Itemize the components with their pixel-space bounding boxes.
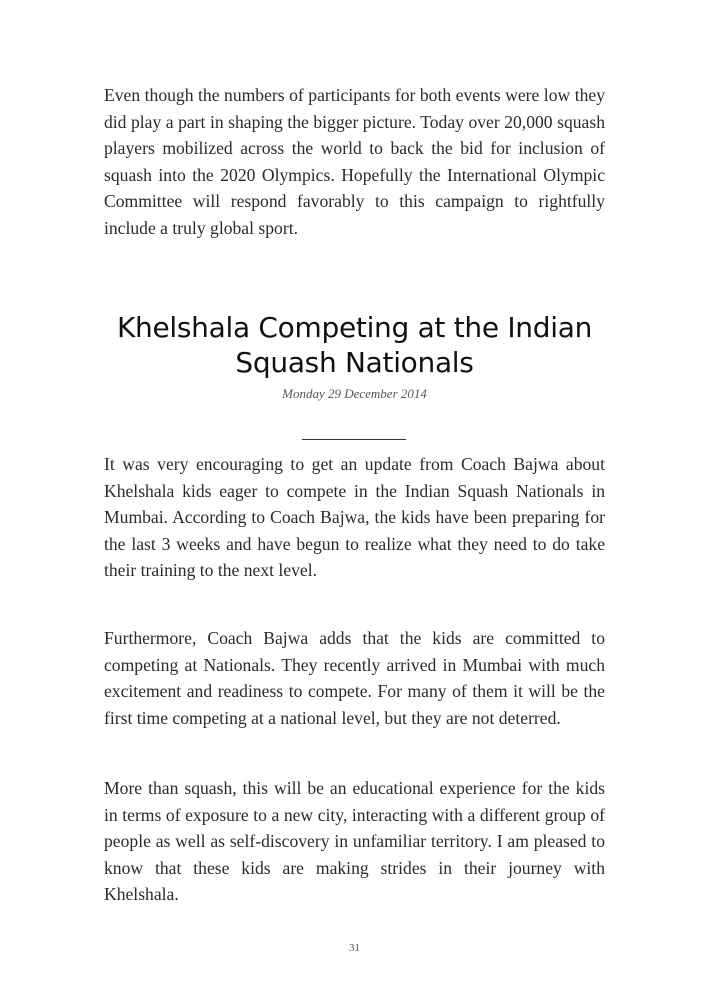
title-separator-line (302, 439, 406, 440)
article-title: Khelshala Competing at the Indian Squash Nationals (116, 311, 593, 379)
intro-paragraph: Even though the numbers of participants for both events were low they did play a part in shaping the bigger picture. Today over 20,000 squash players mobilized across the world to back the bid for inclusion of squash into the 2020 Olympics. Hopefully the International Olympic Committee will respond favorably to this campaign to rightfully include a truly global sport. (104, 85, 605, 238)
article-paragraph-3: More than squash, this will be an educational experience for the kids in terms of exposure to a new city, interacting with a different group of people as well as self-discovery in unfamiliar territory. I am pleased to know that these kids are making strides in their journey with Khelshala. (104, 778, 605, 905)
page-number: 31 (349, 942, 360, 954)
article-paragraph-1: It was very encouraging to get an update from Coach Bajwa about Khelshala kids eager to compete in the Indian Squash Nationals in Mumbai. According to Coach Bajwa, the kids have been preparing for the last 3 weeks and have begun to realize what they need to do take their training to the next level. (104, 454, 605, 581)
article-date: Monday 29 December 2014 (282, 386, 427, 401)
article-paragraph-2: Furthermore, Coach Bajwa adds that the kids are committed to competing at Nationals. They recently arrived in Mumbai with much excitement and readiness to compete. For many of them it will be the first time competing at a national level, but they are not deterred. (104, 628, 605, 728)
